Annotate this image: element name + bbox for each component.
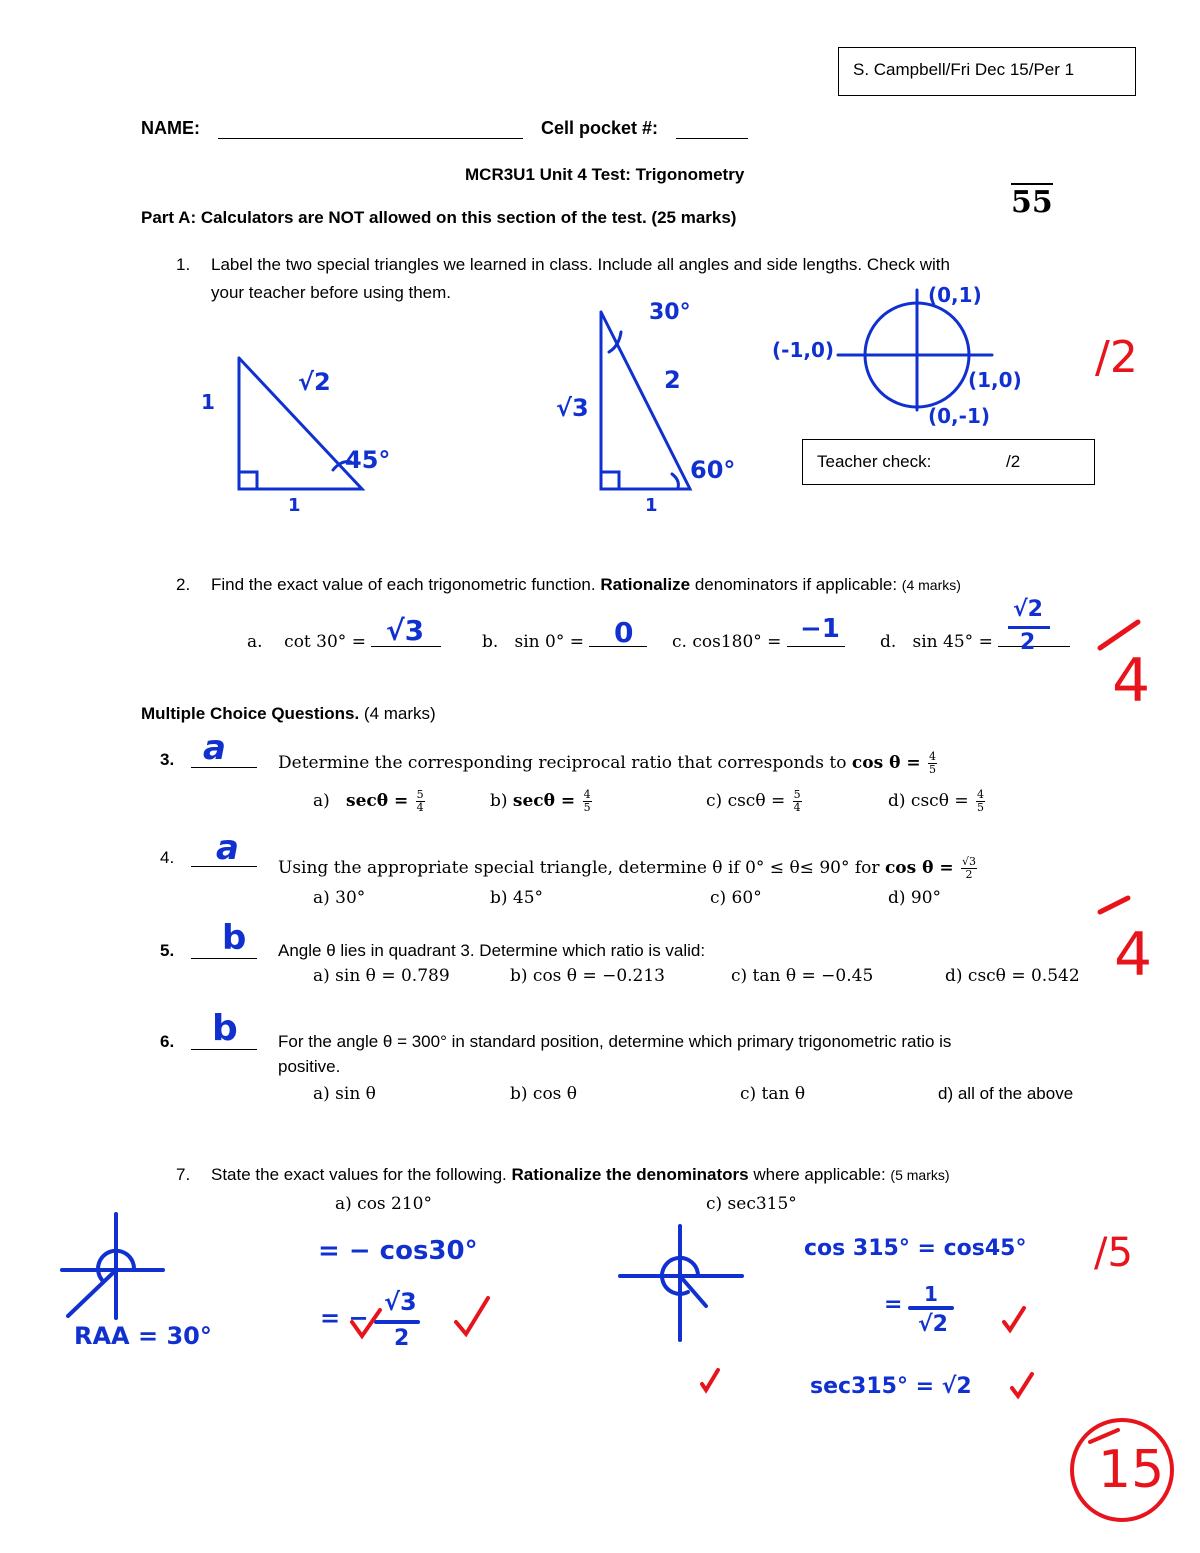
tri2-hypotenuse: 2 — [664, 366, 681, 394]
q1-mark: /2 — [1095, 332, 1138, 383]
q5-text: Angle θ lies in quadrant 3. Determine which ratio is valid: — [278, 941, 706, 960]
q3-option-a-expr: secθ = — [346, 791, 409, 811]
cell-pocket-label: Cell pocket #: — [541, 118, 659, 138]
total-score: 55 — [1011, 185, 1053, 220]
q3-option-a-den: 4 — [416, 801, 424, 814]
q4-expr: cos θ = — [884, 858, 954, 878]
q6-text-line1: For the angle θ = 300° in standard position, determine which primary trigonometric ratio is — [278, 1032, 952, 1051]
q4-expr-den: 2 — [965, 868, 973, 881]
q7a-line2-pre: = − — [320, 1304, 369, 1332]
q7-text-post: where applicable: — [753, 1165, 886, 1184]
q2-part-a-expr: cot 30° = — [284, 632, 366, 652]
tri2-side-left: √3 — [556, 394, 589, 422]
q4-option-a: a) 30° — [313, 888, 366, 908]
q3-option-a-label: a) — [313, 791, 330, 811]
q3-expr-num: 4 — [928, 750, 936, 763]
q4-option-d: d) 90° — [888, 888, 942, 908]
circle-label-bottom: (0,-1) — [928, 404, 991, 428]
q7c-line2-den: √2 — [918, 1312, 948, 1337]
q7c-check-2 — [702, 1370, 718, 1390]
q3-option-b-expr: secθ = — [512, 791, 576, 811]
q7a-line1: = − cos30° — [318, 1236, 478, 1266]
q3-option-d-den: 5 — [976, 801, 984, 814]
mc-heading-text: Multiple Choice Questions. — [141, 704, 360, 723]
tri1-angle: 45° — [345, 446, 391, 474]
q6-option-a: a) sin θ — [313, 1084, 376, 1104]
q1-number: 1. — [176, 255, 191, 274]
q7-marks: (5 marks) — [890, 1167, 950, 1183]
q6-text-line2: positive. — [278, 1057, 341, 1076]
q2-part-b-answer: 0 — [614, 616, 634, 649]
q4-option-c: c) 60° — [710, 888, 762, 908]
q3-option-b-label: b) — [490, 791, 508, 811]
q2-part-c-answer: −1 — [800, 614, 840, 644]
q7-text-pre: State the exact values for the following. — [211, 1165, 507, 1184]
q4-text-main: Using the appropriate special triangle, determine θ if 0° ≤ θ≤ 90° for — [278, 858, 880, 878]
q3-option-d-num: 4 — [976, 788, 984, 801]
q6-number: 6. — [160, 1032, 175, 1051]
q5-mark: 4 — [1114, 920, 1153, 990]
q3-expr: cos θ = — [851, 753, 921, 773]
name-label: NAME: — [141, 118, 200, 138]
tri2-angle-bottom: 60° — [690, 456, 736, 484]
q2-part-c-label: c. — [672, 632, 687, 652]
q6-answer: b — [212, 1008, 238, 1049]
tri2-angle-top: 30° — [649, 300, 691, 325]
q3-option-d-expr: cscθ = — [910, 791, 969, 811]
q3-option-a-num: 5 — [416, 788, 424, 801]
q7-mark: /5 — [1094, 1230, 1133, 1276]
q2-part-a-answer: √3 — [386, 614, 425, 647]
q2-marks: (4 marks) — [901, 577, 961, 593]
q5-number: 5. — [160, 941, 175, 960]
q5-option-b: b) cos θ = −0.213 — [510, 966, 666, 986]
q7-part-a: a) cos 210° — [335, 1194, 433, 1214]
q2-part-b-expr: sin 0° = — [514, 632, 584, 652]
tri1-hypotenuse: √2 — [298, 368, 331, 396]
q7c-check-1 — [1004, 1308, 1024, 1330]
q4-answer: a — [216, 828, 239, 868]
q7c-line2-pre: = — [884, 1292, 903, 1317]
q7c-check-3 — [1012, 1374, 1032, 1396]
q6-option-c: c) tan θ — [740, 1084, 806, 1104]
q3-text-main: Determine the corresponding reciprocal ratio that corresponds to — [278, 753, 847, 773]
q2-part-d-expr: sin 45° = — [912, 632, 993, 652]
circle-label-right: (1,0) — [968, 368, 1022, 392]
q2-text-pre: Find the exact value of each trigonometric function. — [211, 575, 596, 594]
q5-option-d: d) cscθ = 0.542 — [945, 966, 1080, 986]
q3-number: 3. — [160, 750, 175, 769]
part-a-heading: Part A: Calculators are NOT allowed on this section of the test. (25 marks) — [141, 208, 737, 227]
q3-expr-den: 5 — [928, 763, 936, 776]
q4-expr-num: √3 — [962, 855, 977, 868]
q7a-raa: RAA = 30° — [74, 1322, 212, 1350]
q7c-line2-num: 1 — [924, 1282, 938, 1306]
q7c-terminal-arm — [680, 1276, 706, 1306]
q2-mark: 4 — [1112, 646, 1151, 716]
q3-option-d-label: d) — [888, 791, 906, 811]
tri1-side-left: 1 — [201, 390, 215, 414]
q7c-line1: cos 315° = cos45° — [804, 1236, 1027, 1261]
q7a-terminal-arm — [68, 1270, 116, 1316]
q3-option-c-expr: cscθ = — [727, 791, 786, 811]
q2-part-a-label: a. — [247, 632, 263, 652]
q3-option-c-num: 5 — [793, 788, 801, 801]
q2-text-post: denominators if applicable: — [694, 575, 898, 594]
header-box-text: S. Campbell/Fri Dec 15/Per 1 — [853, 60, 1075, 79]
final-score: 15 — [1098, 1440, 1165, 1500]
q5-answer: b — [222, 918, 247, 958]
q6-option-d: d) all of the above — [938, 1084, 1074, 1103]
mc-marks: (4 marks) — [363, 704, 436, 723]
q3-option-c-den: 4 — [793, 801, 801, 814]
q3-option-c-label: c) — [706, 791, 723, 811]
q1-text-line2: your teacher before using them. — [211, 283, 452, 302]
teacher-check-score: /2 — [1006, 452, 1021, 471]
q5-option-a: a) sin θ = 0.789 — [313, 966, 450, 986]
teacher-check-label: Teacher check: — [817, 452, 932, 471]
q2-part-b-label: b. — [482, 632, 499, 652]
q6-option-b: b) cos θ — [510, 1084, 578, 1104]
q2-number: 2. — [176, 575, 191, 594]
q7a-check-2 — [456, 1298, 488, 1334]
tri2-bottom: 1 — [645, 495, 658, 516]
q2-part-d-label: d. — [880, 632, 897, 652]
circle-label-left: (-1,0) — [772, 338, 835, 362]
q3-answer: a — [203, 728, 226, 768]
q7a-line2-den: 2 — [394, 1326, 410, 1351]
q7-number: 7. — [176, 1165, 191, 1184]
q7c-line3: sec315° = √2 — [810, 1374, 972, 1399]
q7a-line2-num: √3 — [384, 1288, 417, 1316]
q1-text-line1: Label the two special triangles we learned in class. Include all angles and side lengths. Check with — [211, 255, 950, 274]
q2-part-c-expr: cos180° = — [692, 632, 782, 652]
q5-option-c: c) tan θ = −0.45 — [731, 966, 874, 986]
circle-label-top: (0,1) — [928, 283, 982, 307]
tri1-bottom: 1 — [288, 495, 301, 516]
q3-option-b-num: 4 — [583, 788, 591, 801]
q4-option-b: b) 45° — [490, 888, 544, 908]
q2-part-d-answer-num: √2 — [1013, 597, 1043, 622]
q7-text-bold: Rationalize the denominators — [511, 1165, 749, 1184]
q2-text-bold: Rationalize — [600, 575, 691, 594]
q7-part-c: c) sec315° — [706, 1194, 797, 1214]
q4-number: 4. — [160, 848, 175, 867]
test-title: MCR3U1 Unit 4 Test: Trigonometry — [465, 165, 745, 184]
q3-option-b-den: 5 — [583, 801, 591, 814]
q2-part-d-answer-den: 2 — [1020, 630, 1036, 655]
